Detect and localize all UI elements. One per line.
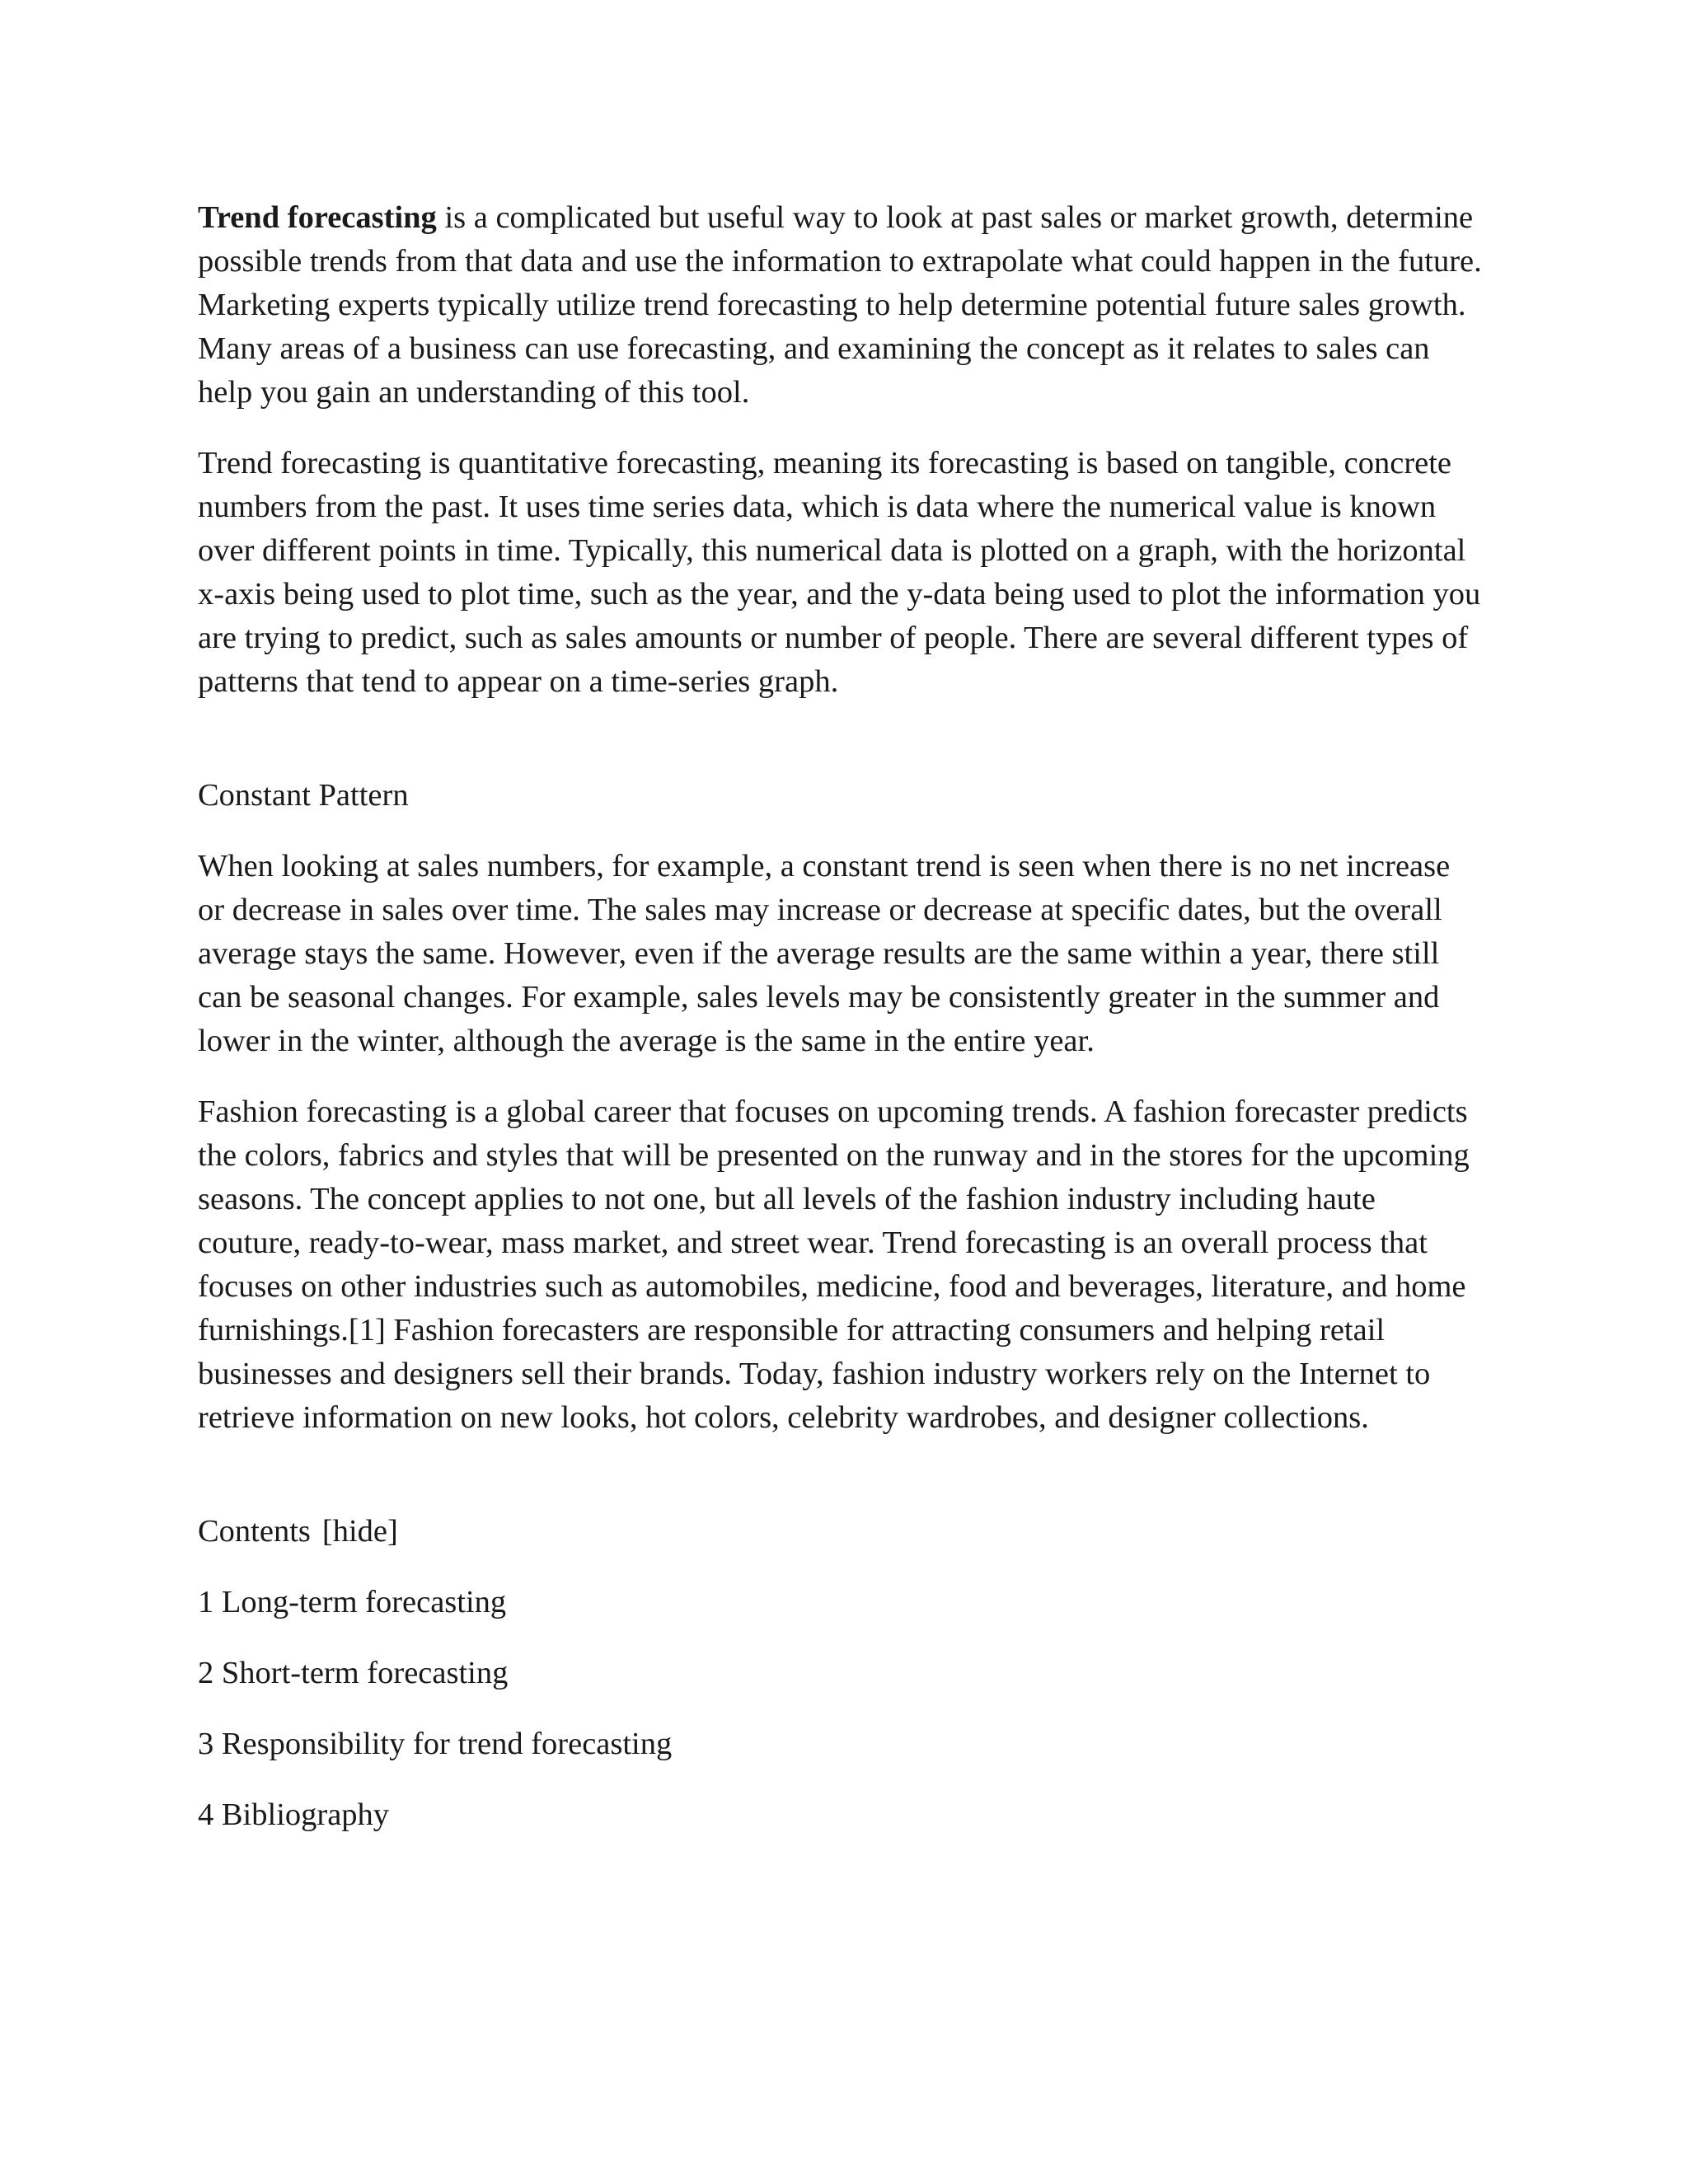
spacer — [198, 1467, 1484, 1510]
toc-item-long-term[interactable]: 1 Long-term forecasting — [198, 1585, 507, 1619]
toc-item-bibliography[interactable]: 4 Bibliography — [198, 1797, 390, 1832]
toc-item-short-term[interactable]: 2 Short-term forecasting — [198, 1656, 509, 1690]
contents-title: Contents — [198, 1514, 311, 1549]
intro-text: is a complicated but useful way to look at past sales or market growth, determine possible trends from that data and use the information to extrapolate what could happen in the future. Marketing experts typically utilize trend forecasting to help determine potential future sales growth. Many areas of a business can use forecasting, and examining the concept as it relates to sales can help you gain an understanding of this tool. — [198, 200, 1482, 410]
contents-hide-toggle[interactable]: [hide] — [321, 1514, 398, 1549]
fashion-forecasting-paragraph: Fashion forecasting is a global career that focuses on upcoming trends. A fashion forecaster predicts the colors, fabrics and styles that will be presented on the runway and in the stores for the upcoming seasons. The concept applies to not one, but all levels of the fashion industry including haute couture, ready-to-wear, mass market, and street wear. Trend forecasting is an overall process that focuses on other industries such as automobiles, medicine, food and beverages, literature, and home furnishings.[1] Fashion forecasters are responsible for attracting consumers and helping retail businesses and designers sell their brands. Today, fashion industry workers rely on the Internet to retrieve information on new looks, hot colors, celebrity wardrobes, and designer collections. — [198, 1094, 1470, 1435]
document-page — [198, 196, 1484, 1864]
quantitative-paragraph: Trend forecasting is quantitative forecasting, meaning its forecasting is based on tangible, concrete numbers from the past. It uses time series data, which is data where the numerical value is known over different points in time. Typically, this numerical data is plotted on a graph, with the horizontal x-axis being used to plot time, such as the year, and the y-data being used to plot the information you are trying to predict, such as sales amounts or number of people. There are several different types of patterns that tend to appear on a time-series graph. — [198, 446, 1481, 699]
toc-item-responsibility[interactable]: 3 Responsibility for trend forecasting — [198, 1727, 673, 1761]
intro-paragraph — [198, 196, 1484, 415]
contents-heading — [198, 1510, 1484, 1554]
intro-bold-term: Trend forecasting — [198, 200, 437, 235]
spacer — [198, 731, 1484, 774]
section-heading: Constant Pattern — [198, 778, 409, 813]
constant-pattern-paragraph: When looking at sales numbers, for example, a constant trend is seen when there is no net increase or decrease in sales over time. The sales may increase or decrease at specific dates, but the overall average stays the same. However, even if the average results are the same within a year, there still can be seasonal changes. For example, sales levels may be consistently greater in the summer and lower in the winter, although the average is the same in the entire year. — [198, 849, 1451, 1058]
